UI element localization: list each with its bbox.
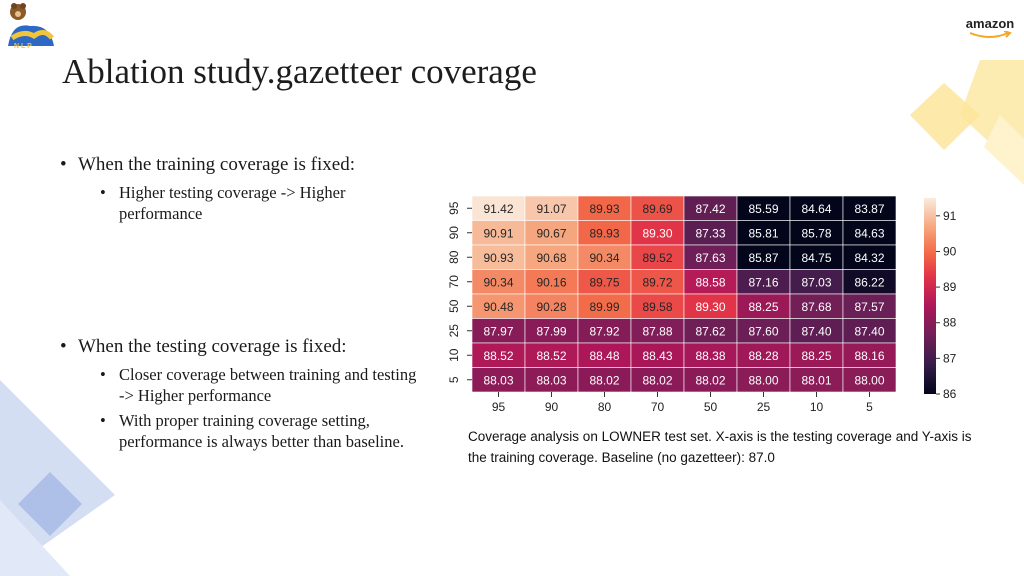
cell-value-label: 90.93 <box>483 250 514 265</box>
y-tick-label: 25 <box>447 324 461 338</box>
cell-value-label: 87.40 <box>854 324 885 339</box>
bullet-testing-fixed <box>60 336 347 358</box>
slide-title: Ablation study.gazetteer coverage <box>62 52 537 91</box>
coverage-heatmap <box>440 188 980 418</box>
cell-value-label: 89.58 <box>642 299 673 314</box>
cell-value-label: 88.52 <box>483 348 514 363</box>
cell-value-label: 88.48 <box>589 348 620 363</box>
cell-value-label: 90.91 <box>483 226 514 241</box>
cell-value-label: 87.33 <box>695 226 726 241</box>
y-tick-label: 10 <box>447 348 461 362</box>
cell-value-label: 90.34 <box>483 275 514 290</box>
cell-value-label: 87.42 <box>695 201 726 216</box>
cell-value-label: 87.57 <box>854 299 885 314</box>
cell-value-label: 89.99 <box>589 299 620 314</box>
bullet-text: When the training coverage is fixed: <box>78 154 355 175</box>
cell-value-label: 88.43 <box>642 348 673 363</box>
cell-value-label: 90.67 <box>536 226 567 241</box>
cell-value-label: 84.75 <box>801 250 832 265</box>
decor-top-right-shapes <box>900 55 1024 185</box>
sub-bullet-text: Higher testing coverage -> Higher performance <box>119 183 346 223</box>
cell-value-label: 88.38 <box>695 348 726 363</box>
cell-value-label: 88.28 <box>748 348 779 363</box>
cell-value-label: 87.62 <box>695 324 726 339</box>
figure-caption: Coverage analysis on LOWNER test set. X-axis is the testing coverage and Y-axis is the training coverage. Baseline (no gazetteer): 87.0 <box>468 429 972 465</box>
colorbar <box>924 198 936 394</box>
y-tick-label: 80 <box>447 250 461 264</box>
cell-value-label: 88.03 <box>536 373 567 388</box>
bullet-training-fixed <box>60 154 355 176</box>
cell-value-label: 88.25 <box>801 348 832 363</box>
y-tick-label: 70 <box>447 275 461 289</box>
cell-value-label: 88.02 <box>642 373 673 388</box>
cell-value-label: 84.64 <box>801 201 832 216</box>
cell-value-label: 89.75 <box>589 275 620 290</box>
svg-text:N L P: N L P <box>14 43 32 50</box>
y-tick-label: 90 <box>447 226 461 240</box>
cell-value-label: 89.30 <box>695 299 726 314</box>
ucla-bear-logo <box>4 2 58 52</box>
cell-value-label: 87.60 <box>748 324 779 339</box>
x-tick-label: 95 <box>491 400 506 414</box>
sub-bullet-text: With proper training coverage setting, performance is always better than baseline. <box>119 411 404 451</box>
cell-value-label: 88.00 <box>748 373 779 388</box>
cell-value-label: 87.97 <box>483 324 514 339</box>
cell-value-label: 85.87 <box>748 250 779 265</box>
bullet-dot: • <box>100 183 106 202</box>
cell-value-label: 87.16 <box>748 275 779 290</box>
cell-value-label: 88.52 <box>536 348 567 363</box>
y-tick-label: 95 <box>447 201 461 215</box>
colorbar-tick-label: 90 <box>943 244 957 259</box>
y-tick-label: 50 <box>447 299 461 313</box>
y-tick-label: 5 <box>447 376 461 384</box>
cell-value-label: 91.07 <box>536 201 567 216</box>
amazon-smile-icon <box>968 31 1012 39</box>
cell-value-label: 83.87 <box>854 201 885 216</box>
colorbar-tick-label: 91 <box>943 208 957 223</box>
colorbar-tick-label: 88 <box>943 315 957 330</box>
amazon-logo <box>960 16 1020 42</box>
cell-value-label: 87.88 <box>642 324 673 339</box>
x-tick-label: 80 <box>597 400 612 414</box>
cell-value-label: 85.81 <box>748 226 779 241</box>
bullet-dot: • <box>100 365 106 384</box>
cell-value-label: 88.02 <box>695 373 726 388</box>
cell-value-label: 90.68 <box>536 250 567 265</box>
cell-value-label: 87.40 <box>801 324 832 339</box>
cell-value-label: 85.59 <box>748 201 779 216</box>
cell-value-label: 88.02 <box>589 373 620 388</box>
cell-value-label: 84.63 <box>854 226 885 241</box>
x-tick-label: 5 <box>866 400 873 414</box>
cell-value-label: 88.16 <box>854 348 885 363</box>
bullet-dot: • <box>100 411 106 430</box>
cell-value-label: 90.16 <box>536 275 567 290</box>
cell-value-label: 90.48 <box>483 299 514 314</box>
bullet-dot: • <box>60 336 67 357</box>
cell-value-label: 89.93 <box>589 201 620 216</box>
x-tick-label: 25 <box>756 400 771 414</box>
cell-value-label: 87.99 <box>536 324 567 339</box>
cell-value-label: 86.22 <box>854 275 885 290</box>
cell-value-label: 88.01 <box>801 373 832 388</box>
cell-value-label: 89.52 <box>642 250 673 265</box>
colorbar-tick-label: 89 <box>943 280 957 295</box>
cell-value-label: 87.63 <box>695 250 726 265</box>
cell-value-label: 88.25 <box>748 299 779 314</box>
cell-value-label: 87.92 <box>589 324 620 339</box>
cell-value-label: 89.30 <box>642 226 673 241</box>
cell-value-label: 85.78 <box>801 226 832 241</box>
cell-value-label: 84.32 <box>854 250 885 265</box>
cell-value-label: 87.03 <box>801 275 832 290</box>
amazon-wordmark: amazon <box>965 16 1015 31</box>
x-tick-label: 50 <box>703 400 718 414</box>
x-tick-label: 10 <box>809 400 824 414</box>
x-tick-label: 70 <box>650 400 665 414</box>
cell-value-label: 88.58 <box>695 275 726 290</box>
cell-value-label: 89.69 <box>642 201 673 216</box>
cell-value-label: 90.28 <box>536 299 567 314</box>
cell-value-label: 90.34 <box>589 250 620 265</box>
cell-value-label: 91.42 <box>483 201 514 216</box>
cell-value-label: 87.68 <box>801 299 832 314</box>
x-tick-label: 90 <box>544 400 559 414</box>
colorbar-tick-label: 87 <box>943 351 957 366</box>
bullet-dot: • <box>60 154 67 175</box>
colorbar-tick-label: 86 <box>943 387 957 401</box>
cell-value-label: 89.72 <box>642 275 673 290</box>
bullet-text: When the testing coverage is fixed: <box>78 336 347 357</box>
cell-value-label: 89.93 <box>589 226 620 241</box>
cell-value-label: 88.03 <box>483 373 514 388</box>
cell-value-label: 88.00 <box>854 373 885 388</box>
sub-bullet-text: Closer coverage between training and testing -> Higher performance <box>119 365 417 405</box>
